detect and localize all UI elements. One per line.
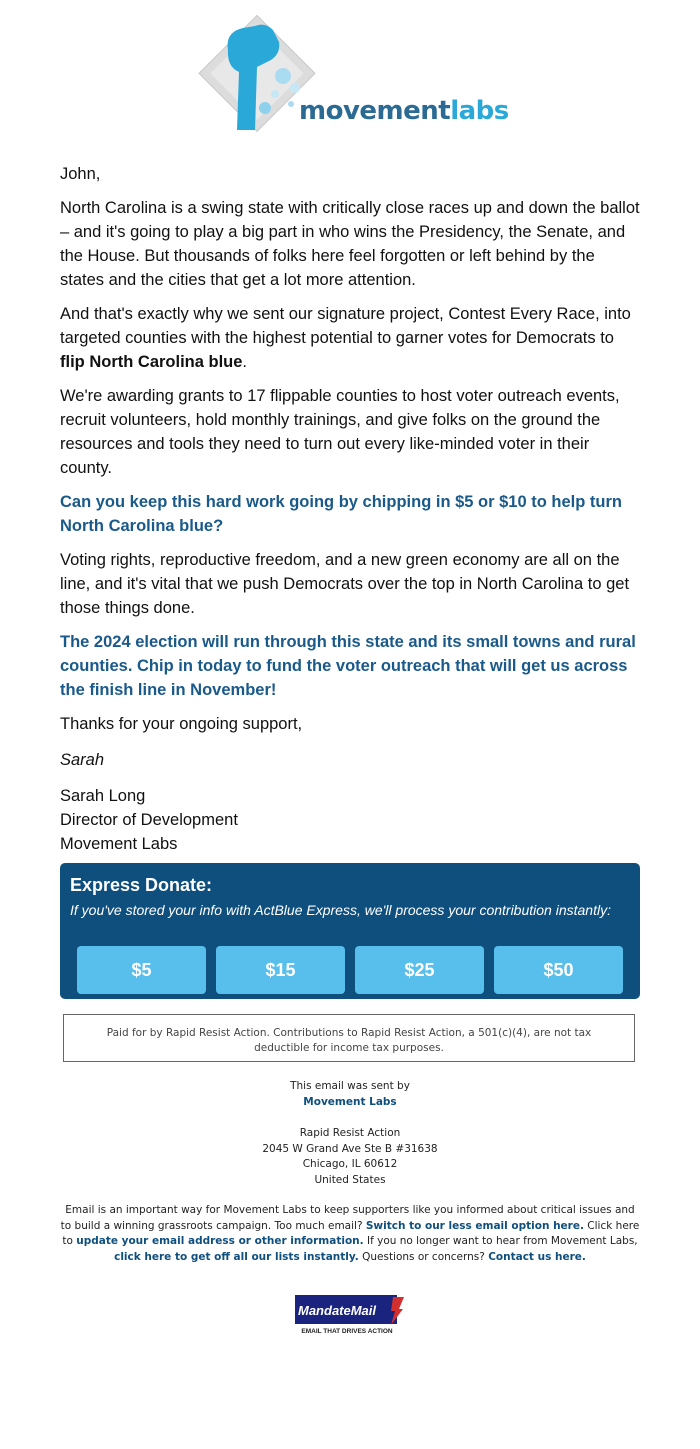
donate-25-button[interactable]: $25 xyxy=(355,946,484,994)
highlight-ask-2: The 2024 election will run through this state and its small towns and rural counties. Chip in today to fund the voter outreach that will get us across the finish line in November! xyxy=(60,633,636,699)
address-block xyxy=(60,1126,640,1188)
donate-50-button[interactable]: $50 xyxy=(494,946,623,994)
address-line-2: Chicago, IL 60612 xyxy=(302,1158,398,1170)
mandatemail-logo[interactable] xyxy=(295,1295,405,1335)
donate-15-button[interactable]: $15 xyxy=(216,946,345,994)
address-country: United States xyxy=(314,1173,386,1186)
paid-for-disclaimer: Paid for by Rapid Resist Action. Contributions to Rapid Resist Action, a 501(c)(4), are not tax deductible for income tax purposes. xyxy=(63,1014,635,1062)
sent-by-label: This email was sent by xyxy=(290,1080,410,1092)
paragraph-1: North Carolina is a swing state with critically close races up and down the ballot – and it's going to play a big part in who wins the Presidency, the Senate, and the House. But thousands of folks here feel forgotten or left behind by the states and the cities that get a lot more attention. xyxy=(60,199,640,289)
highlight-ask-1: Can you keep this hard work going by chipping in $5 or $10 to help turn North Carolina blue? xyxy=(60,493,622,535)
mandatemail-badge-icon xyxy=(295,1295,405,1335)
paragraph-3: We're awarding grants to 17 flippable counties to host voter outreach events, recruit volunteers, hold monthly trainings, and give folks on the ground the resources and tools they need to turn out every like-minded voter in their county. xyxy=(60,387,620,477)
paragraph-5: Voting rights, reproductive freedom, and a new green economy are all on the line, and it's vital that we push Democrats over the top in North Carolina to get those things done. xyxy=(60,551,630,617)
unsubscribe-block: Email is an important way for Movement Labs to keep supporters like you informed about critical issues and to build a winning grassroots campaign. Too much email? Switch to our less email option here. Click here to update your email address or other information. If you no longer want to hear from Movement Labs, click here to get off all our lists instantly. Questions or concerns? Contact us here. xyxy=(60,1204,640,1263)
express-donate-subtitle: If you've stored your info with ActBlue Express, we'll process your contribution instantly: xyxy=(70,902,611,918)
address-org: Rapid Resist Action xyxy=(299,1127,401,1139)
mandatemail-name: MandateMail xyxy=(298,1303,377,1318)
contact-us-link[interactable]: Contact us here. xyxy=(488,1250,586,1263)
signature: Sarah xyxy=(60,751,105,769)
movement-labs-logo[interactable] xyxy=(195,12,509,137)
express-donate-title: Express Donate: xyxy=(70,875,213,895)
donate-5-button[interactable]: $5 xyxy=(77,946,206,994)
paragraph-2: And that's exactly why we sent our signature project, Contest Every Race, into targeted counties with the highest potential to garner votes for Democrats to flip North Carolina blue. xyxy=(60,305,631,371)
letter-body xyxy=(60,162,642,866)
unsubscribe-link[interactable]: click here to get off all our lists instantly. xyxy=(114,1250,359,1263)
address-line-1: 2045 W Grand Ave Ste B #31638 xyxy=(262,1142,438,1155)
sent-by-block xyxy=(60,1079,640,1110)
closing: Thanks for your ongoing support, xyxy=(60,715,303,733)
logo-wordmark: movementlabs xyxy=(299,96,509,126)
sender-link[interactable]: Movement Labs xyxy=(303,1095,397,1108)
mandatemail-tagline: EMAIL THAT DRIVES ACTION xyxy=(301,1328,393,1335)
sender-block: Sarah Long Director of Development Movement Labs xyxy=(60,787,238,853)
greeting: John, xyxy=(60,165,101,183)
less-email-link[interactable]: Switch to our less email option here. xyxy=(365,1219,584,1232)
update-info-link[interactable]: update your email address or other information. xyxy=(76,1235,364,1247)
